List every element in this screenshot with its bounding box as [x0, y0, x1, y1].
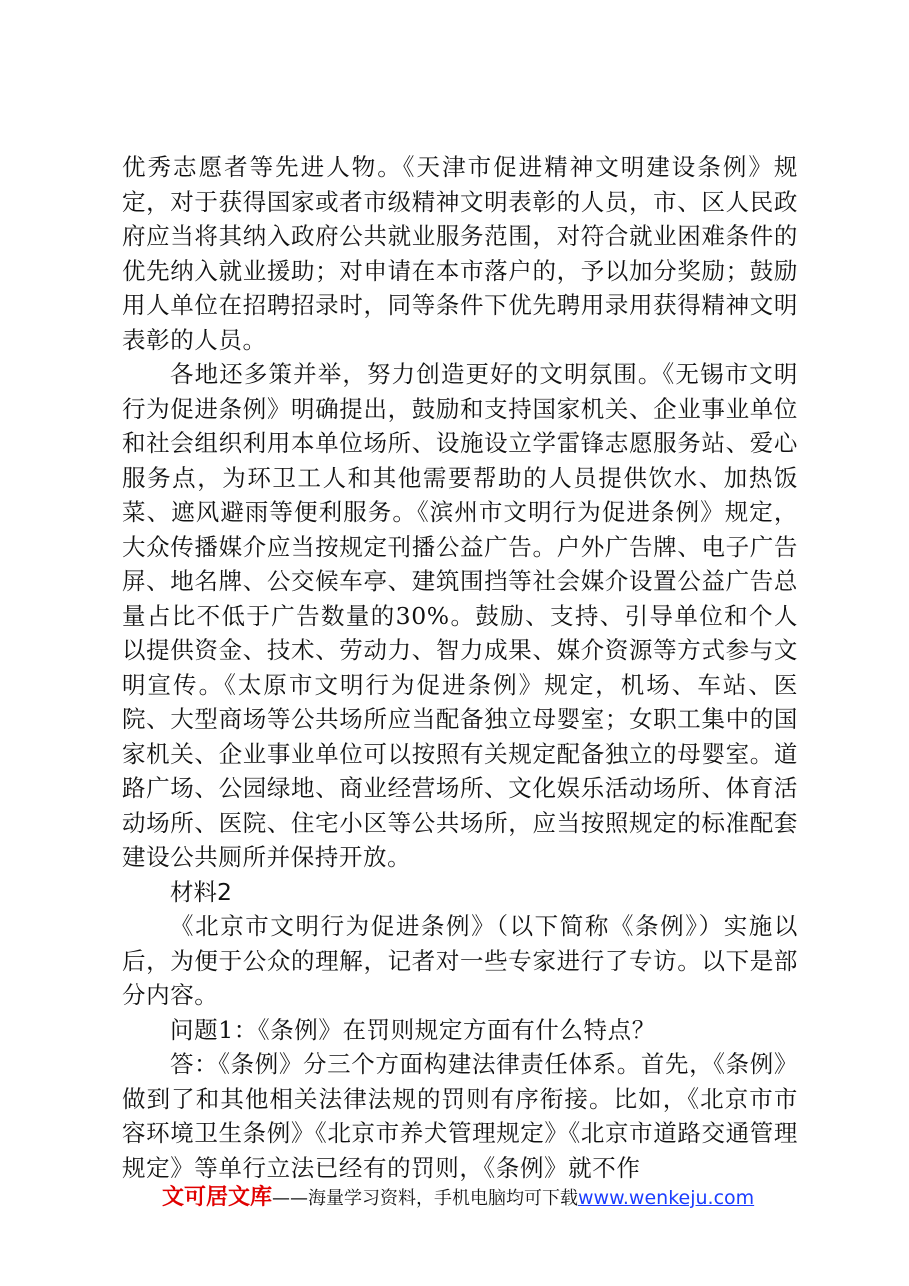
paragraph-2: 各地还多策并举，努力创造更好的文明氛围。《无锡市文明行为促进条例》明确提出，鼓励和支持国家机关、企业事业单位和社会组织利用本单位场所、设施设立学雷锋志愿服务站、爱心服务点，为环卫工人和其他需要帮助的人员提供饮水、加热饭菜、遮风避雨等便利服务。《滨州市文明行为促进条例》规定，大众传播媒介应当按规定刊播公益广告。户外广告牌、电子广告屏、地名牌、公交候车亭、建筑围挡等社会媒介设置公益广告总量占比不低于广告数量的30%。鼓励、支持、引导单位和个人以提供资金、技术、劳动力、智力成果、媒介资源等方式参与文明宣传。《太原市文明行为促进条例》规定，机场、车站、医院、大型商场等公共场所应当配备独立母婴室；女职工集中的国家机关、企业事业单位可以按照有关规定配备独立的母婴室。道路广场、公园绿地、商业经营场所、文化娱乐活动场所、体育活动场所、医院、住宅小区等公共场所，应当按照规定的标准配套建设公共厕所并保持开放。	[122, 360, 798, 871]
question-1: 问题1：《条例》在罚则规定方面有什么特点？	[170, 1015, 656, 1044]
section-heading: 材料2	[170, 877, 232, 906]
footer-banner	[162, 1180, 802, 1214]
footer-slogan: 海量学习资料，手机电脑均可下载	[308, 1188, 579, 1209]
footer-brand: 文可居文库	[162, 1185, 273, 1210]
footer-link[interactable]: www.wenkeju.com	[578, 1187, 755, 1209]
answer-1: 答：《条例》分三个方面构建法律责任体系。首先，《条例》做到了和其他相关法律法规的罚则有序衔接。比如，《北京市市容环境卫生条例》《北京市养犬管理规定》《北京市道路交通管理规定》等单行立法已经有的罚则，《条例》就不作	[122, 1050, 798, 1182]
document-body	[122, 150, 798, 1185]
paragraph-1: 优秀志愿者等先进人物。《天津市促进精神文明建设条例》规定，对于获得国家或者市级精神文明表彰的人员，市、区人民政府应当将其纳入政府公共就业服务范围，对符合就业困难条件的优先纳入就业援助；对申请在本市落户的，予以加分奖励；鼓励用人单位在招聘招录时，同等条件下优先聘用录用获得精神文明表彰的人员。	[122, 153, 798, 354]
footer-dash: ——	[272, 1188, 309, 1209]
paragraph-3: 《北京市文明行为促进条例》（以下简称《条例》）实施以后，为便于公众的理解，记者对一些专家进行了专访。以下是部分内容。	[122, 912, 798, 1009]
